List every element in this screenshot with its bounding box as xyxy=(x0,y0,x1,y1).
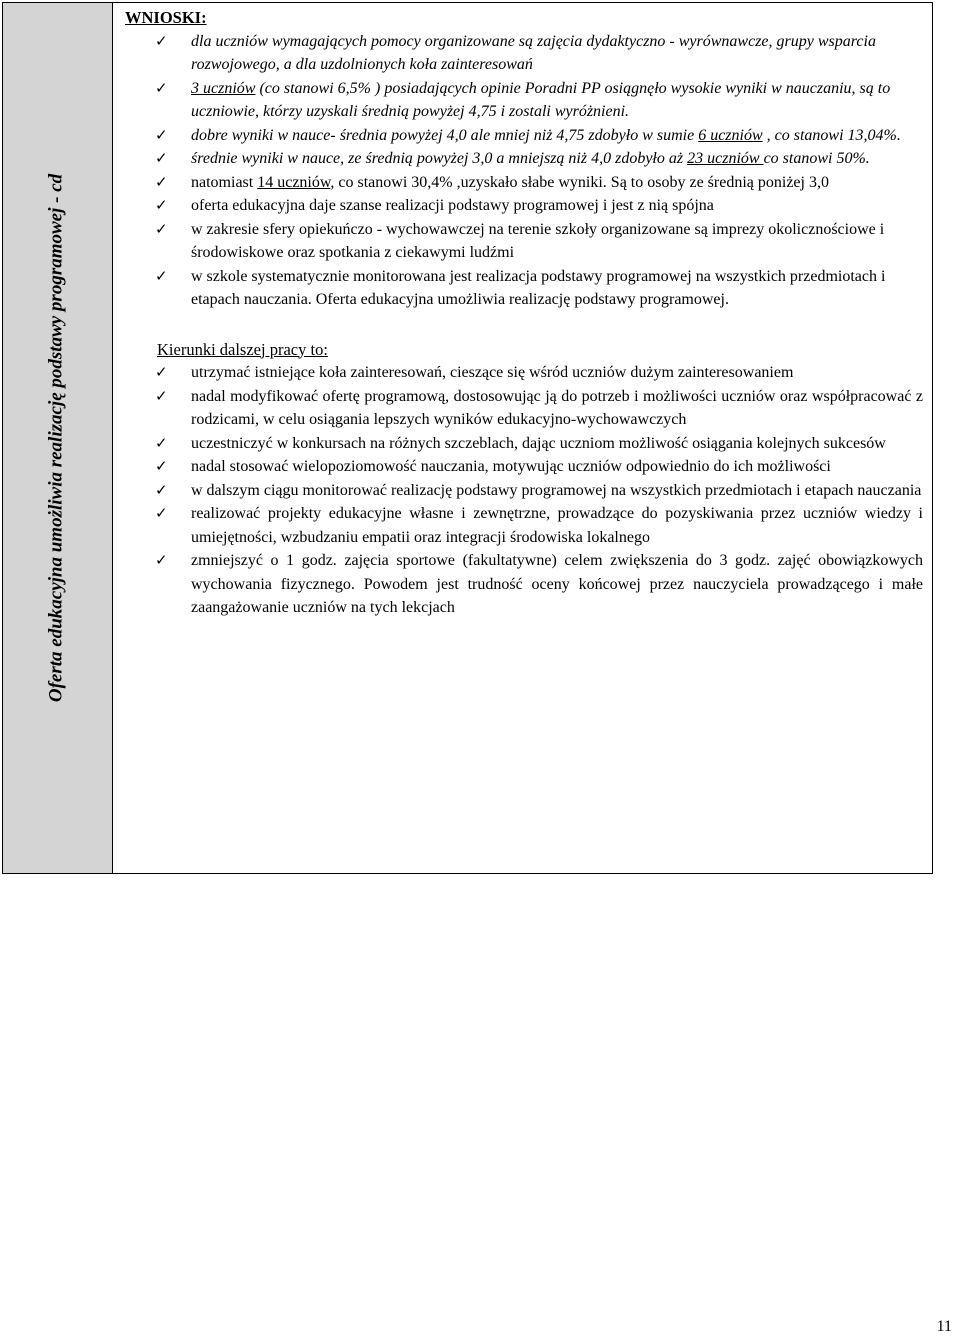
list-item-text: (co stanowi 6,5% ) posiadających opinie Poradni PP osiągnęło wysokie wyniki w nauczaniu, są to uczniowie, którzy uzyskali średnią powyżej 4,75 i zostali wyróżnieni. xyxy=(191,79,891,120)
checkmark-icon: ✓ xyxy=(155,78,168,97)
side-title: Oferta edukacyjna umożliwia realizację podstawy programowej - cd xyxy=(45,173,67,703)
list-item xyxy=(115,124,923,148)
list-item-text: utrzymać istniejące koła zainteresowań, cieszące się wśród uczniów dużym zainteresowaniem xyxy=(191,364,794,381)
checkmark-icon: ✓ xyxy=(155,31,168,50)
checkmark-icon: ✓ xyxy=(155,219,168,238)
checkmark-icon: ✓ xyxy=(155,551,168,569)
checkmark-icon: ✓ xyxy=(155,386,168,405)
content-table xyxy=(2,2,933,874)
list-item-text: , co stanowi 13,04%. xyxy=(762,126,901,144)
list-item-text: średnie wyniki w nauce, ze średnią powyżej 3,0 a mniejszą niż 4,0 zdobyło aż xyxy=(191,150,688,167)
underlined-count: 14 uczniów xyxy=(257,173,331,191)
list-item xyxy=(115,30,923,77)
kierunki-heading: Kierunki dalszej pracy to: xyxy=(157,339,328,359)
list-item-text: natomiast xyxy=(191,173,258,191)
list-item xyxy=(115,171,923,195)
list-item-text: dobre wyniki w nauce- średnia powyżej 4,0 ale mniej niż 4,75 zdobyło w sumie xyxy=(191,126,699,144)
checkmark-icon: ✓ xyxy=(155,266,168,285)
checkmark-icon: ✓ xyxy=(155,480,168,499)
list-item xyxy=(115,455,923,479)
underlined-count: 23 uczniów xyxy=(687,150,764,167)
list-item xyxy=(115,502,923,549)
kierunki-list xyxy=(115,361,923,620)
checkmark-icon: ✓ xyxy=(155,363,168,381)
list-item-text: uczestniczyć w konkursach na różnych szczeblach, dając uczniom możliwość osiągania kolejnych sukcesów xyxy=(191,434,886,452)
checkmark-icon: ✓ xyxy=(155,433,168,452)
list-item-text: nadal stosować wielopoziomowość nauczania, motywując uczniów odpowiednio do ich możliwości xyxy=(191,458,831,475)
list-item-text: nadal modyfikować ofertę programową, dostosowując ją do potrzeb i możliwości uczniów oraz współpracować z rodzicami, w celu osiągania lepszych wyników edukacyjno-wychowawczych xyxy=(191,387,923,428)
list-item xyxy=(115,479,923,503)
list-item-text: oferta edukacyjna daje szanse realizacji podstawy programowej i jest z nią spójna xyxy=(191,197,714,214)
list-item xyxy=(115,265,923,312)
underlined-count: 3 uczniów xyxy=(191,79,256,97)
wnioski-list-plain xyxy=(115,171,923,312)
checkmark-icon: ✓ xyxy=(155,149,168,167)
wnioski-heading: WNIOSKI: xyxy=(125,8,207,27)
list-item xyxy=(115,147,923,171)
list-item xyxy=(115,194,923,218)
content-cell xyxy=(115,6,923,620)
side-column xyxy=(3,3,113,873)
list-item-text: w zakresie sfery opiekuńczo - wychowawczej na terenie szkoły organizowane są imprezy okolicznościowe i środowiskowe oraz spotkania z ciekawymi ludźmi xyxy=(191,220,885,261)
checkmark-icon: ✓ xyxy=(155,457,168,475)
list-item-text: realizować projekty edukacyjne własne i zewnętrzne, prowadzące do pozyskiwania przez uczniów wiedzy i umiejętności, wzbudzaniu empatii oraz integracji środowiska lokalnego xyxy=(191,505,923,546)
list-item-text: w szkole systematycznie monitorowana jest realizacja podstawy programowej na wszystkich przedmiotach i etapach nauczania. Oferta edukacyjna umożliwia realizację podstawy programowej. xyxy=(191,267,886,308)
checkmark-icon: ✓ xyxy=(155,504,168,522)
underlined-count: 6 uczniów xyxy=(698,126,763,144)
list-item-text: dla uczniów wymagających pomocy organizowane są zajęcia dydaktyczno - wyrównawcze, grupy wsparcia rozwojowego, a dla uzdolnionych koła zainteresowań xyxy=(191,32,876,73)
list-item-text: co stanowi 50%. xyxy=(763,150,870,167)
list-item xyxy=(115,218,923,265)
list-item-text: zmniejszyć o 1 godz. zajęcia sportowe (fakultatywne) celem zwiększenia do 3 godz. zajęć obowiązkowych wychowania fizycznego. Powodem jest trudność oceny końcowej przez nauczyciela prowadzącego i małe zaangażowanie uczniów na tych lekcjach xyxy=(191,552,923,616)
checkmark-icon: ✓ xyxy=(155,172,168,191)
checkmark-icon: ✓ xyxy=(155,196,168,214)
wnioski-list xyxy=(115,30,923,171)
list-item xyxy=(115,361,923,385)
list-item xyxy=(115,385,923,432)
list-item-text: , co stanowi 30,4% ,uzyskało słabe wyniki. Są to osoby ze średnią poniżej 3,0 xyxy=(330,173,829,191)
checkmark-icon: ✓ xyxy=(155,125,168,144)
list-item xyxy=(115,432,923,456)
list-item xyxy=(115,549,923,620)
list-item-text: w dalszym ciągu monitorować realizację podstawy programowej na wszystkich przedmiotach i etapach nauczania xyxy=(191,481,922,499)
page-number: 11 xyxy=(936,1318,952,1335)
list-item xyxy=(115,77,923,124)
